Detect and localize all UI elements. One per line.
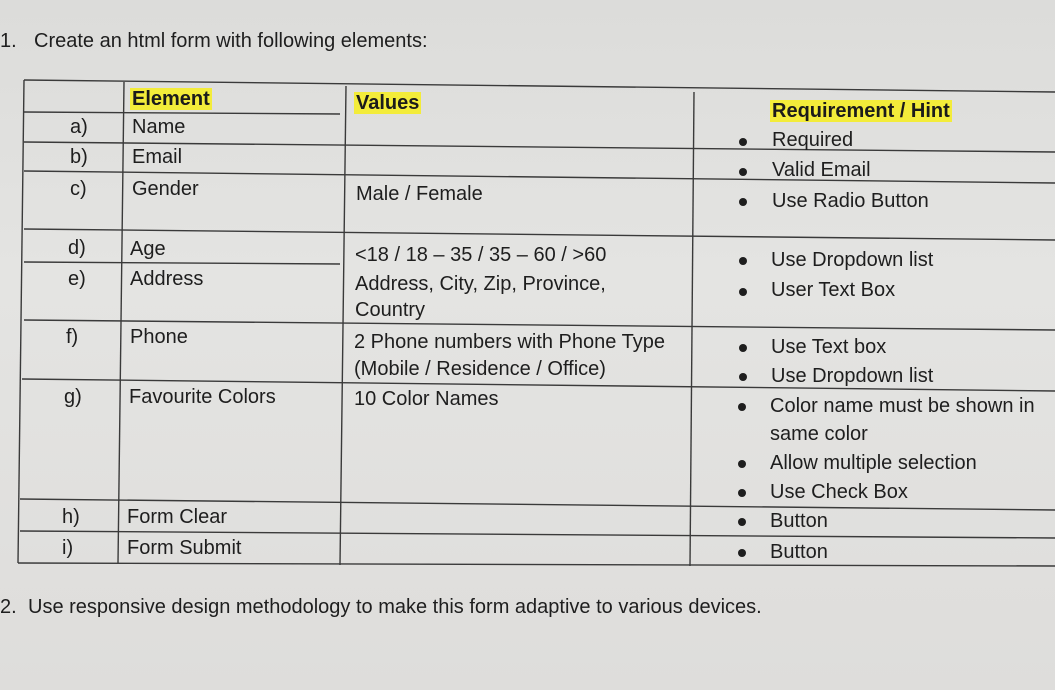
hint-text-box: User Text Box bbox=[771, 279, 896, 301]
hint-color-name: Color name must be shown in bbox=[770, 395, 1035, 417]
row-label-e: e) bbox=[68, 268, 86, 290]
values-favourite-colors: 10 Color Names bbox=[354, 388, 499, 410]
element-phone: Phone bbox=[130, 326, 188, 348]
bullet-icon bbox=[738, 518, 746, 526]
question-1-text: Create an html form with following elements: bbox=[34, 30, 428, 52]
bullet-icon bbox=[738, 489, 746, 497]
hint-phone-dropdown: Use Dropdown list bbox=[771, 365, 934, 387]
element-email: Email bbox=[132, 146, 183, 168]
bullet-icon bbox=[738, 403, 746, 411]
bullet-icon bbox=[739, 138, 747, 146]
element-form-clear: Form Clear bbox=[127, 506, 228, 528]
header-requirement: Requirement / Hint bbox=[772, 100, 950, 122]
hint-radio-button: Use Radio Button bbox=[772, 190, 929, 212]
question-2 bbox=[0, 596, 762, 619]
question-2-text: Use responsive design methodology to make this form adaptive to various devices. bbox=[28, 596, 762, 618]
header-element: Element bbox=[132, 88, 210, 110]
bullet-icon bbox=[739, 198, 747, 206]
hint-dropdown-list: Use Dropdown list bbox=[771, 249, 934, 271]
bullet-icon bbox=[739, 373, 747, 381]
hint-phone-text-box: Use Text box bbox=[771, 336, 887, 358]
bullet-icon bbox=[739, 288, 747, 296]
row-label-f: f) bbox=[66, 326, 79, 348]
values-phone-line2: (Mobile / Residence / Office) bbox=[354, 358, 606, 380]
row-label-c: c) bbox=[70, 178, 87, 200]
hint-color-name-line2: same color bbox=[770, 423, 868, 445]
element-favourite-colors: Favourite Colors bbox=[129, 386, 276, 408]
question-1-number: 1. bbox=[0, 30, 17, 52]
values-gender: Male / Female bbox=[356, 183, 483, 205]
bullet-icon bbox=[738, 460, 746, 468]
hint-required: Required bbox=[772, 129, 854, 151]
bullet-icon bbox=[738, 549, 746, 557]
question-1 bbox=[0, 30, 428, 53]
row-label-i: i) bbox=[62, 537, 74, 559]
values-phone: 2 Phone numbers with Phone Type bbox=[354, 331, 665, 353]
row-label-a: a) bbox=[70, 116, 88, 138]
hint-clear-button: Button bbox=[770, 510, 828, 532]
element-gender: Gender bbox=[132, 178, 199, 200]
header-values: Values bbox=[356, 92, 420, 114]
element-name: Name bbox=[132, 116, 186, 138]
row-label-d: d) bbox=[68, 237, 86, 259]
row-label-h: h) bbox=[62, 506, 80, 528]
question-2-number: 2. bbox=[0, 596, 17, 618]
values-address-line2: Country bbox=[355, 299, 426, 321]
row-label-b: b) bbox=[70, 146, 88, 168]
hint-check-box: Use Check Box bbox=[770, 481, 908, 503]
hint-multiple-selection: Allow multiple selection bbox=[770, 452, 977, 474]
element-address: Address bbox=[130, 268, 204, 290]
hint-valid-email: Valid Email bbox=[772, 159, 871, 181]
hint-submit-button: Button bbox=[770, 541, 828, 563]
values-address: Address, City, Zip, Province, bbox=[355, 273, 606, 295]
bullet-icon bbox=[739, 168, 747, 176]
bullet-icon bbox=[739, 257, 747, 265]
row-label-g: g) bbox=[64, 386, 82, 408]
values-age: <18 / 18 – 35 / 35 – 60 / >60 bbox=[355, 244, 607, 266]
bullet-icon bbox=[739, 344, 747, 352]
element-age: Age bbox=[130, 238, 166, 260]
element-form-submit: Form Submit bbox=[127, 537, 242, 559]
